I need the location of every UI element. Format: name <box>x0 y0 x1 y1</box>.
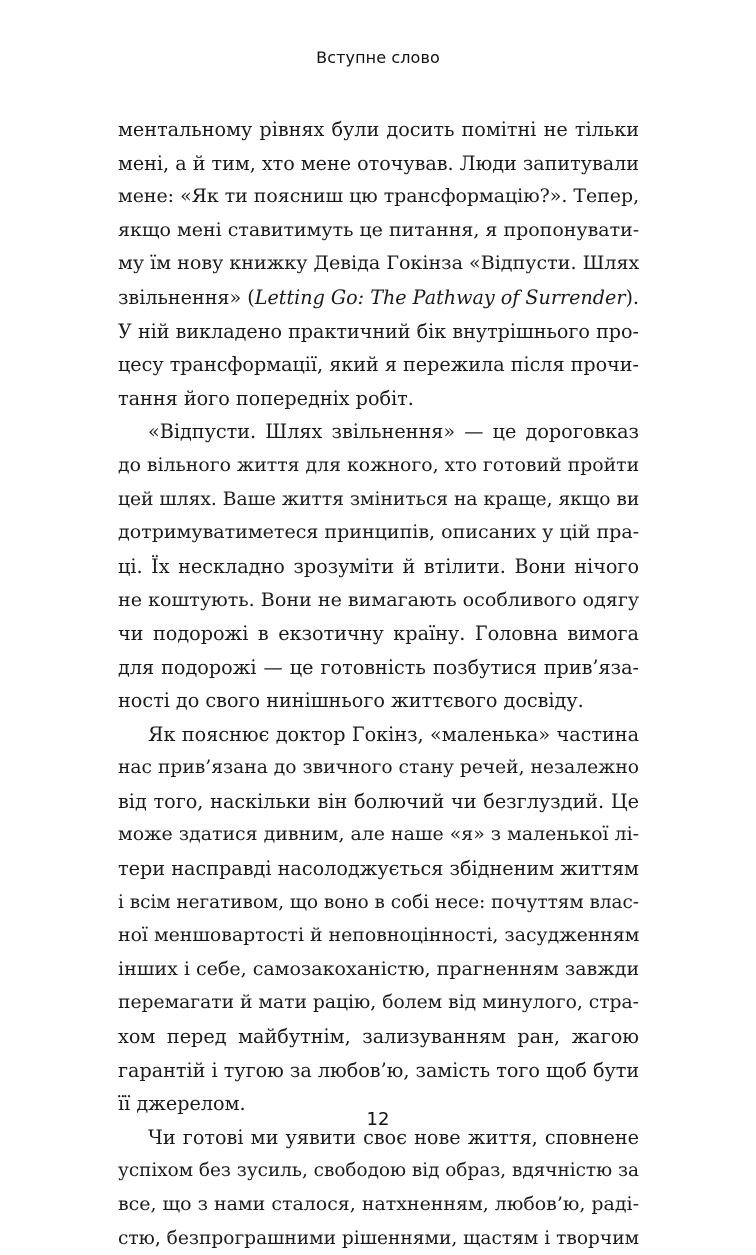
text-line: чи подорожі в екзотичну країну. Головна вимога <box>118 621 639 645</box>
running-title: Вступне слово <box>316 48 440 67</box>
text-line: все, що з нами сталося, натхненням, любов’ю, раді- <box>118 1193 639 1215</box>
body-text <box>118 113 639 1255</box>
text-line: до вільного життя для кожного, хто готовий пройти <box>118 454 640 476</box>
text-line: цей шлях. Ваше життя зміниться на краще, якщо ви <box>118 488 640 510</box>
text-line: Як пояснює доктор Гокінз, «маленька» частина <box>148 722 640 746</box>
text-segment: звільнення» ( <box>118 285 255 309</box>
text-line: успіхом без зусиль, свободою від образ, вдячністю за <box>118 1160 639 1182</box>
text-line: стю, безпрограшними рішеннями, щастям і творчим <box>118 1227 640 1249</box>
text-line: і всім негативом, що воно в собі несе: почуттям влас- <box>118 891 639 913</box>
text-line: ної меншовартості й неповноцінності, засудженням <box>118 924 640 947</box>
text-line: нас прив’язана до звичного стану речей, незалежно <box>118 757 639 779</box>
text-line <box>118 281 639 315</box>
text-line: дотримуватиметеся принципів, описаних у цій пра- <box>118 521 640 544</box>
text-line: від того, наскільки він болючий чи безглуздий. Це <box>118 789 640 813</box>
book-title-italic: Letting Go: The Pathway of Surrender <box>254 285 626 309</box>
text-line: якщо мені ставитимуть це питання, я пропонувати- <box>118 218 640 241</box>
paragraph <box>118 113 639 415</box>
page-number: 12 <box>366 1109 390 1130</box>
text-line: Чи готові ми уявити своє нове життя, сповнене <box>148 1125 640 1149</box>
text-line: «Відпусти. Шлях звільнення» — це дороговказ <box>148 420 640 444</box>
text-line: мені, а й тим, хто мене оточував. Люди запитували <box>118 151 639 175</box>
text-line: хом перед майбутнім, зализуванням ран, жагою <box>118 1025 639 1049</box>
text-line: може здатися дивним, але наше «я» з маленької лі- <box>118 823 640 846</box>
text-line: му їм нову книжку Девіда Гокінза «Відпусти. Шлях <box>118 252 640 275</box>
paragraph <box>118 718 639 1121</box>
text-line: цесу трансформації, який я пережила після прочи- <box>118 353 640 377</box>
text-line: перемагати й мати рацію, болем від минулого, стра- <box>118 992 639 1014</box>
text-line: її джерелом. <box>118 1092 246 1116</box>
paragraph <box>118 1121 639 1255</box>
text-line: гарантій і тугою за любов’ю, замість того щоб бути <box>118 1058 640 1082</box>
text-line: ці. Їх нескладно зрозуміти й втілити. Вони нічого <box>118 554 640 578</box>
text-line: тери насправді насолоджується збідненим життям <box>118 857 639 881</box>
text-line: ментальному рівнях були досить помітні не тільки <box>118 118 639 141</box>
text-line: інших і себе, самозакоханістю, прагненням завжди <box>118 957 640 980</box>
paragraph <box>118 415 639 717</box>
text-segment: ). <box>625 285 640 309</box>
text-line: тання його попередніх робіт. <box>118 386 414 410</box>
text-line: не коштують. Вони не вимагають особливого одягу <box>118 588 640 612</box>
text-line: для подорожі — це готовність позбутися прив’яза- <box>118 655 640 679</box>
text-line: У ній викладено практичний бік внутрішнього про- <box>118 319 639 343</box>
text-line: ності до свого нинішнього життєвого досвіду. <box>118 689 584 713</box>
text-line: мене: «Як ти поясниш цю трансформацію?». Тепер, <box>118 185 640 208</box>
